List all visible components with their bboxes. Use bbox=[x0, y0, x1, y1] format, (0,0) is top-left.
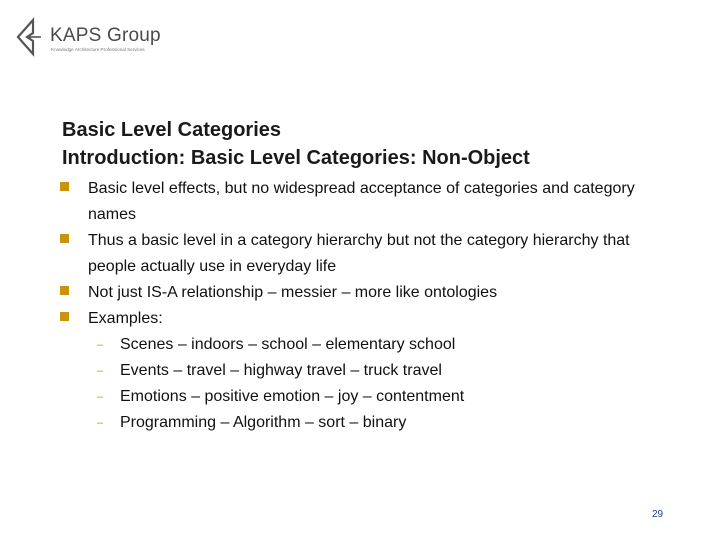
example-text: Events – travel – highway travel – truck travel bbox=[120, 362, 442, 379]
dash-bullet-icon: – bbox=[97, 417, 104, 429]
dash-bullet-icon: – bbox=[97, 339, 104, 351]
bullet-item bbox=[60, 228, 680, 280]
dash-bullet-icon: – bbox=[97, 391, 104, 403]
kaps-logo bbox=[14, 16, 161, 60]
bullet-item bbox=[60, 176, 680, 228]
logo-tagline: Knowledge Architecture Professional Services bbox=[51, 47, 145, 52]
bullet-square-icon bbox=[60, 286, 69, 295]
slide-title-line-1: Basic Level Categories bbox=[62, 119, 281, 141]
slide-title-line-2: Introduction: Basic Level Categories: Non-Object bbox=[62, 147, 530, 169]
bullet-text: Examples: bbox=[88, 310, 163, 327]
bullet-text: Not just IS-A relationship – messier – more like ontologies bbox=[88, 284, 498, 301]
kaps-logo-icon bbox=[14, 16, 50, 58]
bullet-square-icon bbox=[60, 234, 69, 243]
bullet-item bbox=[60, 280, 680, 306]
logo-name: KAPS Group bbox=[50, 25, 161, 46]
bullet-square-icon bbox=[60, 312, 69, 321]
slide-content bbox=[60, 176, 680, 436]
example-item bbox=[60, 384, 680, 410]
page-number: 29 bbox=[652, 509, 664, 520]
bullet-text: Basic level effects, but no widespread acceptance of categories and category names bbox=[88, 180, 635, 223]
bullet-square-icon bbox=[60, 182, 69, 191]
example-item bbox=[60, 358, 680, 384]
example-item bbox=[60, 410, 680, 436]
dash-bullet-icon: – bbox=[97, 365, 104, 377]
example-item bbox=[60, 332, 680, 358]
bullet-text: Thus a basic level in a category hierarchy but not the category hierarchy that people actually use in everyday life bbox=[88, 232, 630, 275]
example-text: Emotions – positive emotion – joy – contentment bbox=[120, 388, 465, 405]
example-text: Scenes – indoors – school – elementary school bbox=[120, 336, 456, 353]
slide-title bbox=[62, 116, 702, 172]
bullet-item bbox=[60, 306, 680, 332]
example-text: Programming – Algorithm – sort – binary bbox=[120, 414, 407, 431]
